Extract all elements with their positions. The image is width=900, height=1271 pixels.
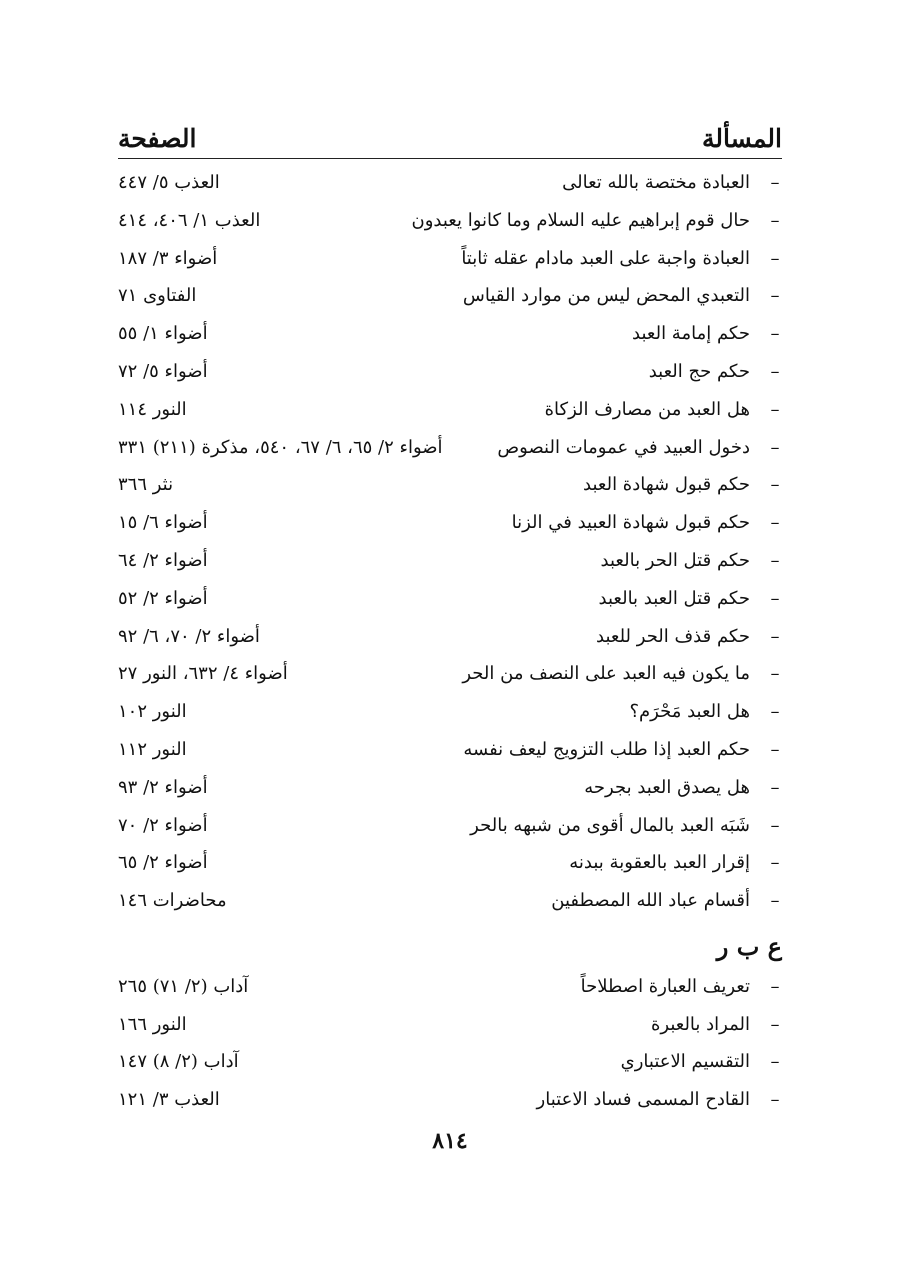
index-entry — [118, 277, 782, 314]
entry-reference: أضواء ١/ ٥٥ — [118, 323, 208, 345]
entry-reference: أضواء ٢/ ٦٥، ٦/ ٦٧، ٥٤٠، مذكرة (٢١١) ٣٣١ — [118, 436, 443, 458]
entry-dash: – — [770, 209, 780, 231]
entry-reference: محاضرات ١٤٦ — [118, 890, 227, 912]
entry-reference: النور ١١٤ — [118, 398, 187, 420]
entry-dash: – — [770, 701, 780, 723]
section-heading: ع ب ر — [716, 932, 782, 961]
page-number: ٨١٤ — [432, 1128, 468, 1154]
index-entry — [118, 693, 782, 730]
entry-topic: حكم حج العبد — [648, 361, 750, 382]
entry-reference: أضواء ٦/ ١٥ — [118, 512, 208, 534]
entry-topic: هل العبد مَحْرَم؟ — [629, 701, 750, 723]
entry-dash: – — [770, 172, 780, 193]
index-entry — [118, 731, 782, 768]
entry-dash: – — [770, 1088, 780, 1110]
entry-reference: النور ١٠٢ — [118, 701, 187, 723]
entry-topic: القادح المسمى فساد الاعتبار — [536, 1088, 750, 1110]
entry-topic: حكم قبول شهادة العبيد في الزنا — [511, 512, 750, 534]
entry-topic: هل يصدق العبد بجرحه — [584, 776, 750, 798]
entry-topic: أقسام عباد الله المصطفين — [551, 890, 750, 912]
entry-reference: النور ١١٢ — [118, 739, 187, 760]
entry-reference: آداب (٢/ ٧١) ٢٦٥ — [118, 976, 249, 997]
index-entry — [118, 882, 782, 919]
entry-topic: حكم قذف الحر للعبد — [596, 625, 750, 647]
entry-dash: – — [770, 550, 780, 571]
entry-reference: العذب ٣/ ١٢١ — [118, 1088, 220, 1110]
entry-topic: حكم إمامة العبد — [632, 323, 750, 345]
entry-reference: أضواء ٢/ ٦٥ — [118, 852, 208, 874]
entry-reference: أضواء ٢/ ٩٣ — [118, 776, 208, 798]
entry-topic: حكم العبد إذا طلب التزويج ليعف نفسه — [463, 739, 750, 760]
entry-dash: – — [770, 814, 780, 836]
entry-dash: – — [770, 776, 780, 798]
entry-topic: دخول العبيد في عمومات النصوص — [497, 436, 750, 458]
entry-reference: نثر ٣٦٦ — [118, 474, 174, 496]
index-entry — [118, 580, 782, 617]
index-entry — [118, 1081, 782, 1118]
index-entry — [118, 844, 782, 881]
entry-reference: العذب ١/ ٤٠٦، ٤١٤ — [118, 209, 261, 231]
index-entry — [118, 202, 782, 239]
entry-topic: حكم قتل الحر بالعبد — [600, 550, 750, 571]
page-column-label: الصفحة — [118, 123, 197, 153]
entry-topic: التقسيم الاعتباري — [620, 1051, 750, 1072]
entry-dash: – — [770, 436, 780, 458]
entry-reference: أضواء ٤/ ٦٣٢، النور ٢٧ — [118, 663, 288, 685]
entry-topic: ما يكون فيه العبد على النصف من الحر — [462, 663, 750, 685]
index-entry — [118, 655, 782, 692]
entry-dash: – — [770, 512, 780, 534]
index-entry — [118, 807, 782, 844]
index-entry — [118, 618, 782, 655]
entry-dash: – — [770, 361, 780, 382]
entry-dash: – — [770, 890, 780, 912]
entry-topic: العبادة مختصة بالله تعالى — [562, 172, 750, 193]
index-entry — [118, 429, 782, 466]
entry-dash: – — [770, 739, 780, 760]
entry-topic: حال قوم إبراهيم عليه السلام وما كانوا يعبدون — [411, 209, 750, 231]
entry-dash: – — [770, 1013, 780, 1035]
index-entry — [118, 542, 782, 579]
entry-topic: تعريف العبارة اصطلاحاً — [580, 976, 750, 997]
entry-reference: أضواء ٢/ ٥٢ — [118, 587, 208, 609]
entry-reference: أضواء ٣/ ١٨٧ — [118, 247, 218, 269]
index-entry — [118, 353, 782, 390]
index-entry — [118, 1043, 782, 1080]
index-entry — [118, 315, 782, 352]
entry-dash: – — [770, 247, 780, 269]
entry-reference: أضواء ٥/ ٧٢ — [118, 361, 208, 382]
index-entry — [118, 164, 782, 201]
topic-column-label: المسألة — [702, 123, 782, 153]
entry-reference: أضواء ٢/ ٧٠ — [118, 814, 208, 836]
index-entry — [118, 968, 782, 1005]
entry-dash: – — [770, 976, 780, 997]
entry-topic: حكم قتل العبد بالعبد — [598, 587, 750, 609]
entry-dash: – — [770, 285, 780, 307]
entry-dash: – — [770, 625, 780, 647]
entry-topic: حكم قبول شهادة العبد — [583, 474, 750, 496]
entry-reference: العذب ٥/ ٤٤٧ — [118, 172, 220, 193]
entry-topic: العبادة واجبة على العبد مادام عقله ثابتاً — [461, 247, 750, 269]
entry-topic: التعبدي المحض ليس من موارد القياس — [462, 285, 750, 307]
entry-dash: – — [770, 587, 780, 609]
index-entry — [118, 1006, 782, 1043]
entry-dash: – — [770, 663, 780, 685]
index-entry — [118, 391, 782, 428]
entry-topic: إقرار العبد بالعقوبة ببدنه — [569, 852, 750, 874]
entry-reference: أضواء ٢/ ٦٤ — [118, 550, 208, 571]
entry-topic: شَبَه العبد بالمال أقوى من شبهه بالحر — [470, 814, 750, 836]
entry-dash: – — [770, 852, 780, 874]
entry-dash: – — [770, 474, 780, 496]
entry-dash: – — [770, 398, 780, 420]
entry-reference: آداب (٢/ ٨) ١٤٧ — [118, 1051, 239, 1072]
index-entry — [118, 504, 782, 541]
entry-dash: – — [770, 323, 780, 345]
index-entry — [118, 240, 782, 277]
index-entry — [118, 466, 782, 503]
entry-dash: – — [770, 1051, 780, 1072]
entry-reference: النور ١٦٦ — [118, 1013, 187, 1035]
entry-topic: هل العبد من مصارف الزكاة — [544, 398, 750, 420]
column-header — [118, 118, 782, 159]
entry-reference: أضواء ٢/ ٧٠، ٦/ ٩٢ — [118, 625, 260, 647]
index-entry — [118, 769, 782, 806]
entry-topic: المراد بالعبرة — [650, 1013, 750, 1035]
entry-reference: الفتاوى ٧١ — [118, 285, 197, 307]
